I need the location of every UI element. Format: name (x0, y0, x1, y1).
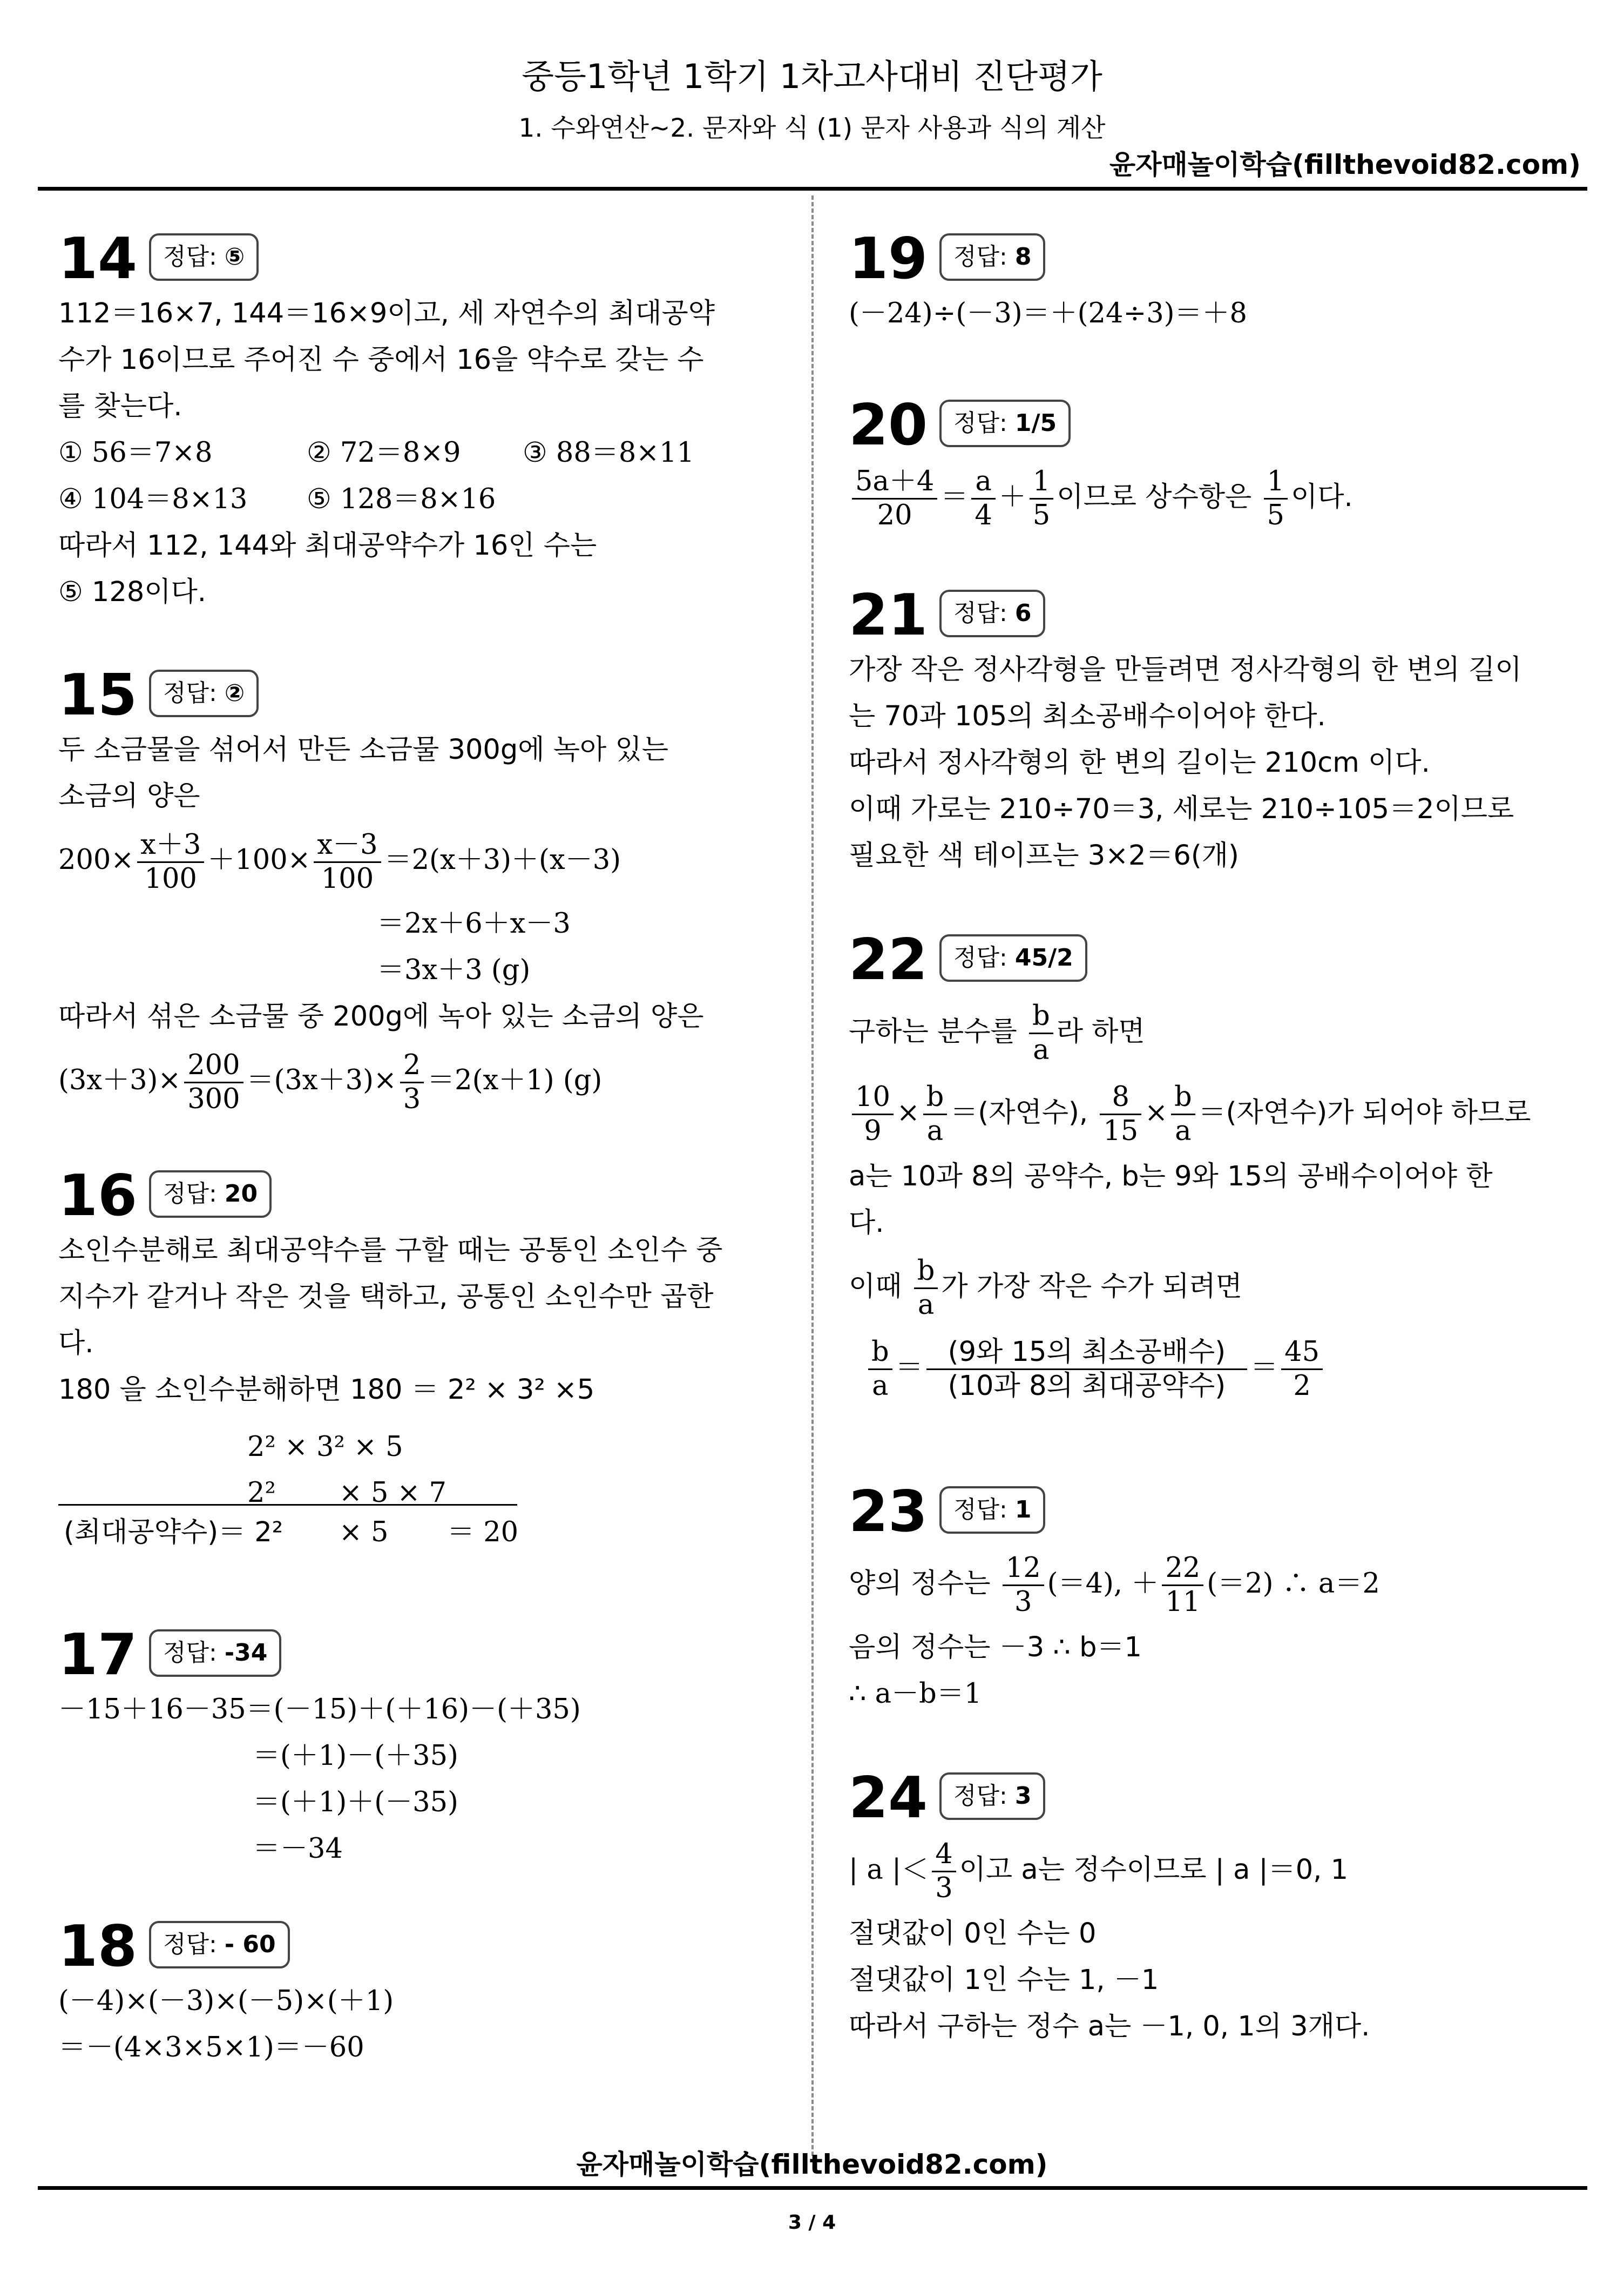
fraction (184, 1049, 243, 1116)
numerator: 12 (1003, 1552, 1044, 1586)
fraction (971, 466, 995, 532)
factor-row-1: 2² × 3² × 5 (247, 1431, 403, 1463)
answer-label: 정답: (163, 1931, 217, 1958)
solution-line (849, 1543, 1572, 1624)
equation (58, 820, 782, 901)
answer-label: 정답: (953, 243, 1007, 271)
denominator: 300 (187, 1083, 240, 1115)
factor-row-2-a: 2² (247, 1477, 276, 1509)
denominator: 5 (1032, 499, 1051, 531)
eq-part: × (1145, 1097, 1168, 1129)
answer-box (149, 1629, 281, 1677)
answer-value: - 60 (224, 1931, 276, 1958)
problem-15 (58, 663, 782, 1121)
eq-text: 이때 (849, 1271, 902, 1303)
eq-text: 이므로 상수항은 (1057, 481, 1252, 513)
solution-line: 따라서 구하는 정수 a는 －1, 0, 1의 3개다. (849, 2011, 1370, 2042)
answer-box (939, 934, 1087, 982)
problem-number: 14 (58, 226, 138, 292)
fraction (1281, 1336, 1323, 1402)
eq-part: (＝2) ∴ a＝2 (1207, 1568, 1380, 1600)
solution-line: 112＝16×7, 144＝16×9이고, 세 자연수의 최대공약 (58, 298, 715, 329)
brand-footer: 윤자매놀이학습(fillthevoid82.com) (576, 2149, 1048, 2180)
solution-line: 따라서 섞은 소금물 중 200g에 녹아 있는 소금의 양은 (58, 1001, 704, 1033)
problem-22 (849, 928, 1572, 1408)
answer-label: 정답: (163, 679, 217, 707)
denominator: 20 (877, 499, 912, 531)
answer-value: ② (224, 679, 245, 707)
equation (849, 1327, 1572, 1408)
answer-label: 정답: (953, 944, 1007, 972)
eq-part: ＋ (998, 481, 1026, 513)
denominator: a (917, 1289, 935, 1321)
factor-rule (58, 1504, 517, 1506)
problem-21 (849, 583, 1572, 879)
problem-19 (849, 227, 1572, 337)
answer-label: 정답: (953, 1496, 1007, 1523)
option-3: ③ 88＝8×11 (523, 437, 694, 469)
solution-line: 소인수분해로 최대공약수를 구할 때는 공통인 소인수 중 (58, 1235, 723, 1266)
equation: ＝－(4×3×5×1)＝－60 (58, 2032, 364, 2064)
eq-text: 라 하면 (1056, 1016, 1145, 1048)
eq-part: ＝ (895, 1352, 923, 1384)
solution-line: 다. (849, 1207, 884, 1239)
problem-18 (58, 1914, 782, 2071)
solution-line: 이때 가로는 210÷70＝3, 세로는 210÷105＝2이므로 (849, 793, 1514, 825)
problem-23 (849, 1480, 1572, 1717)
denominator: 3 (935, 1872, 953, 1904)
denominator: a (872, 1370, 889, 1402)
denominator: 2 (1293, 1370, 1311, 1402)
denominator: 4 (975, 499, 992, 531)
answer-value: 6 (1014, 599, 1032, 627)
answer-value: -34 (224, 1639, 268, 1667)
denominator: 15 (1103, 1115, 1139, 1147)
fraction (1264, 466, 1288, 532)
denominator: a (1175, 1115, 1192, 1147)
numerator: 5a＋4 (852, 466, 937, 500)
numerator: 1 (1030, 466, 1053, 500)
factorization-table (58, 1413, 544, 1559)
option-5: ⑤ 128＝8×16 (307, 483, 496, 515)
answer-box (939, 233, 1045, 281)
numerator: 45 (1281, 1336, 1323, 1370)
solution-line: 소금의 양은 (58, 780, 200, 812)
solution-line: 는 70과 105의 최소공배수이어야 한다. (849, 700, 1326, 732)
equation: ＝(＋1)＋(－35) (253, 1786, 458, 1818)
eq-part: | a |＜ (849, 1854, 929, 1886)
fraction (852, 1081, 894, 1148)
footer-rule (38, 2186, 1587, 2190)
equation (849, 1073, 1572, 1154)
answer-value: ⑤ (224, 243, 245, 271)
denominator: 9 (864, 1115, 882, 1147)
answer-label: 정답: (163, 243, 217, 271)
solution-line: 수가 16이므로 주어진 수 중에서 16을 약수로 갖는 수 (58, 344, 704, 376)
fraction (1171, 1081, 1195, 1148)
eq-text: 이고 a는 정수이므로 | a |＝0, 1 (959, 1854, 1349, 1886)
answer-box (939, 1772, 1045, 1820)
eq-text: ＝(자연수), (950, 1097, 1088, 1129)
solution-line: 180 을 소인수분해하면 180 ＝ 2² × 3² ×5 (58, 1374, 595, 1406)
solution-line (849, 992, 1572, 1073)
option-row (58, 476, 782, 523)
answer-value: 20 (224, 1180, 258, 1208)
fraction (1030, 466, 1053, 532)
answer-label: 정답: (953, 1782, 1007, 1810)
denominator: 100 (321, 862, 374, 895)
eq-text: 가 가장 작은 수가 되려면 (941, 1271, 1242, 1303)
answer-box (939, 590, 1045, 637)
solution-line (849, 1246, 1572, 1327)
option-4: ④ 104＝8×13 (58, 483, 248, 515)
option-row (58, 430, 782, 476)
eq-part: × (896, 1097, 920, 1129)
page-subtitle: 1. 수와연산~2. 문자와 식 (1) 문자 사용과 식의 계산 (518, 113, 1106, 143)
numerator: 4 (932, 1838, 956, 1872)
answer-label: 정답: (163, 1180, 217, 1208)
factor-row-2-b: × 5 × 7 (339, 1477, 446, 1509)
answer-box (939, 1486, 1045, 1534)
numerator: x－3 (314, 829, 381, 863)
answer-box (149, 1170, 272, 1218)
denominator: a (1033, 1034, 1050, 1066)
gcd-result: ＝ 20 (447, 1516, 519, 1548)
numerator: 10 (852, 1081, 894, 1115)
equation: ＝－34 (253, 1833, 343, 1865)
denominator: 3 (1014, 1586, 1032, 1618)
eq-part: ＝2(x＋3)＋(x－3) (384, 844, 621, 876)
equation: (－24)÷(－3)＝＋(24÷3)＝＋8 (849, 298, 1247, 329)
answer-value: 1/5 (1014, 409, 1057, 437)
answer-label: 정답: (953, 409, 1007, 437)
numerator: a (971, 466, 995, 500)
solution-line: 따라서 정사각형의 한 변의 길이는 210cm 이다. (849, 747, 1430, 779)
gcd-middle: × 5 (339, 1516, 389, 1548)
answer-box (149, 1921, 290, 1968)
answer-value: 1 (1014, 1496, 1032, 1523)
solution-line: 가장 작은 정사각형을 만들려면 정사각형의 한 변의 길이 (849, 654, 1522, 686)
solution-line: a는 10과 8의 공약수, b는 9와 15의 공배수이어야 한 (849, 1161, 1493, 1192)
eq-part: 200× (58, 844, 134, 876)
solution-line: 지수가 같거나 작은 것을 택하고, 공통인 소인수만 곱한 (58, 1281, 714, 1313)
answer-label: 정답: (953, 599, 1007, 627)
option-2: ② 72＝8×9 (307, 437, 461, 469)
fraction (852, 466, 937, 532)
denominator: 3 (403, 1083, 421, 1115)
page-title: 중등1학년 1학기 1차고사대비 진단평가 (522, 57, 1102, 96)
problem-16 (58, 1164, 782, 1559)
fraction (400, 1049, 424, 1116)
problem-number: 22 (849, 927, 928, 993)
denominator: a (926, 1115, 944, 1147)
numerator: 8 (1100, 1081, 1141, 1115)
problem-number: 23 (849, 1479, 928, 1545)
equation (58, 1040, 782, 1121)
answer-value: 45/2 (1014, 944, 1073, 972)
denominator: (10과 8의 최대공약수) (948, 1370, 1226, 1402)
numerator: 22 (1162, 1552, 1203, 1586)
eq-part: (3x＋3)× (58, 1064, 181, 1096)
answer-box (149, 233, 259, 281)
fraction (1003, 1552, 1044, 1619)
eq-text: 양의 정수는 (849, 1568, 991, 1600)
equation: ＝2x＋6＋x－3 (377, 908, 571, 940)
fraction (314, 829, 381, 895)
problem-number: 20 (849, 392, 928, 458)
problem-number: 19 (849, 226, 928, 292)
numerator: b (1029, 1000, 1053, 1034)
problem-14 (58, 227, 782, 616)
eq-part: ＝2(x＋1) (g) (427, 1064, 603, 1096)
fraction (137, 829, 204, 895)
equation: ＝(＋1)－(＋35) (253, 1740, 458, 1772)
problem-number: 15 (58, 662, 138, 728)
equation: －15＋16－35＝(－15)＋(＋16)－(＋35) (58, 1694, 581, 1725)
gcd-label: (최대공약수)＝ 2² (64, 1516, 283, 1548)
eq-part: ＝ (1250, 1352, 1278, 1384)
numerator: 200 (184, 1049, 243, 1083)
problem-24 (849, 1766, 1572, 2050)
denominator: 5 (1267, 499, 1284, 531)
problem-number: 18 (58, 1913, 138, 1979)
numerator: (9와 15의 최소공배수) (926, 1336, 1247, 1370)
answer-box (149, 670, 259, 717)
eq-part: ＝ (940, 481, 969, 513)
answer-box (939, 400, 1071, 447)
equation: ＝3x＋3 (g) (377, 954, 531, 986)
numerator: b (1171, 1081, 1195, 1115)
numerator: 1 (1264, 466, 1288, 500)
solution-line: 절댓값이 1인 수는 1, －1 (849, 1964, 1159, 1996)
problem-number: 24 (849, 1765, 928, 1831)
eq-text: 구하는 분수를 (849, 1016, 1017, 1048)
solution-line: 필요한 색 테이프는 3×2＝6(개) (849, 840, 1239, 872)
numerator: b (914, 1255, 938, 1289)
denominator: 11 (1165, 1586, 1201, 1618)
solution-line: ∴ a－b＝1 (849, 1678, 982, 1710)
numerator: x＋3 (137, 829, 204, 863)
brand-header: 윤자매놀이학습(fillthevoid82.com) (1109, 149, 1581, 180)
solution-line: 다. (58, 1327, 94, 1359)
column-divider (811, 195, 814, 2156)
answer-value: 8 (1014, 243, 1032, 271)
solution-line: 를 찾는다. (58, 390, 182, 422)
header-rule (38, 187, 1587, 191)
answer-value: 3 (1014, 1782, 1032, 1810)
solution-line: 절댓값이 0인 수는 0 (849, 1918, 1097, 1950)
fraction (868, 1336, 892, 1402)
eq-part: ＋100× (207, 844, 311, 876)
fraction (1162, 1552, 1203, 1619)
fraction (1029, 1000, 1053, 1067)
numerator: 2 (400, 1049, 424, 1083)
fraction (923, 1081, 948, 1148)
problem-17 (58, 1623, 782, 1872)
numerator: b (868, 1336, 892, 1370)
eq-text: ＝(자연수)가 되어야 하므로 (1198, 1097, 1531, 1129)
option-1: ① 56＝7×8 (58, 437, 213, 469)
problem-20 (849, 393, 1572, 538)
solution-line: 두 소금물을 섞어서 만든 소금물 300g에 녹아 있는 (58, 734, 668, 766)
problem-number: 21 (849, 582, 928, 648)
conclusion-line: 따라서 112, 144와 최대공약수가 16인 수는 (58, 530, 597, 562)
fraction (932, 1838, 956, 1905)
equation: (－4)×(－3)×(－5)×(＋1) (58, 1985, 394, 2017)
eq-text: 이다. (1291, 481, 1353, 513)
fraction (1100, 1081, 1141, 1148)
solution-line (849, 1830, 1572, 1911)
fraction (914, 1255, 938, 1321)
eq-part: (＝4), ＋ (1047, 1568, 1159, 1600)
answer-label: 정답: (163, 1639, 217, 1667)
page-number: 3 / 4 (788, 2211, 836, 2234)
problem-number: 16 (58, 1163, 138, 1229)
problem-number: 17 (58, 1622, 138, 1688)
eq-part: ＝(3x＋3)× (246, 1064, 397, 1096)
solution-line: 음의 정수는 －3 ∴ b＝1 (849, 1631, 1142, 1663)
denominator: 100 (144, 862, 197, 895)
numerator: b (923, 1081, 948, 1115)
equation (849, 457, 1572, 538)
fraction (926, 1336, 1247, 1402)
conclusion-line: ⑤ 128이다. (58, 576, 207, 608)
